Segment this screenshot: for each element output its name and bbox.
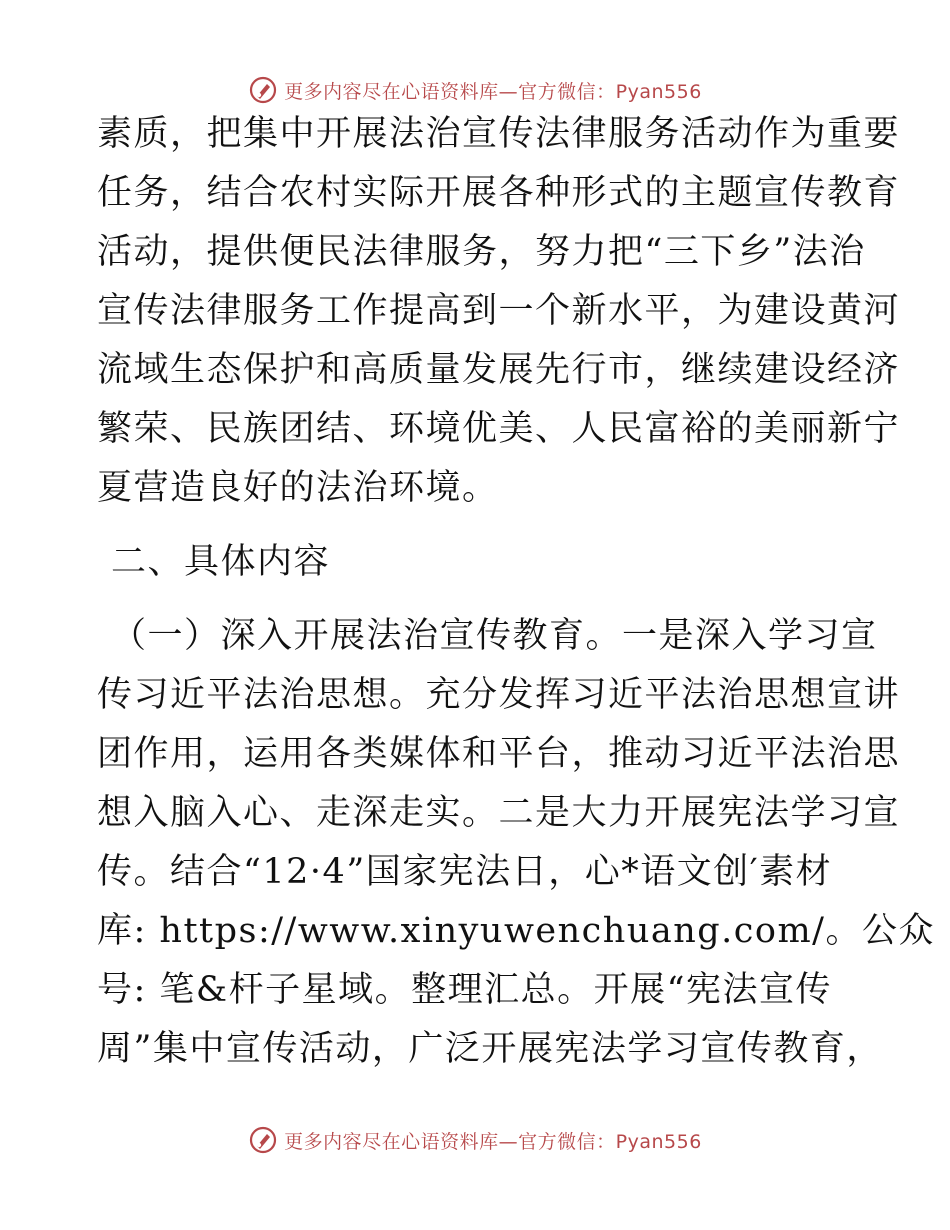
header-banner-text: 更多内容尽在心语资料库—官方微信：Pyan556 xyxy=(284,80,702,103)
footer-banner xyxy=(0,1120,950,1160)
text-line: 团作用，运用各类媒体和平台，推动习近平法治思 xyxy=(97,734,901,774)
text-line: 想入脑入心、走深走实。二是大力开展宪法学习宣 xyxy=(97,793,901,833)
pen-nib-logo-icon xyxy=(248,1125,278,1155)
text-line: 素质，把集中开展法治宣传法律服务活动作为重要 xyxy=(97,114,901,154)
text-line: 任务，结合农村实际开展各种形式的主题宣传教育 xyxy=(97,173,901,213)
pen-nib-logo-icon xyxy=(248,75,278,105)
text-line: （一）深入开展法治宣传教育。一是深入学习宣 xyxy=(111,616,878,656)
text-line: 周”集中宣传活动，广泛开展宪法学习宣传教育， xyxy=(97,1029,883,1069)
text-line: 号: 笔&杆子星域。整理汇总。开展“宪法宣传 xyxy=(97,970,832,1010)
section-heading: 二、具体内容 xyxy=(111,542,331,582)
text-line: 传习近平法治思想。充分发挥习近平法治思想宣讲 xyxy=(97,675,901,715)
text-line: 繁荣、民族团结、环境优美、人民富裕的美丽新宁 xyxy=(97,409,901,449)
paragraph-2 xyxy=(97,616,935,1091)
footer-banner-text: 更多内容尽在心语资料库—官方微信：Pyan556 xyxy=(284,1130,702,1153)
text-line: 活动，提供便民法律服务，努力把“三下乡”法治 xyxy=(97,232,866,272)
text-line: 传。结合“12·4”国家宪法日，心*语文创′素材 xyxy=(97,852,833,892)
paragraph-1 xyxy=(97,114,901,530)
text-line: 夏营造良好的法治环境。 xyxy=(97,468,499,508)
header-banner xyxy=(0,70,950,110)
document-body xyxy=(97,114,935,1091)
text-line: 流域生态保护和高质量发展先行市，继续建设经济 xyxy=(97,350,901,390)
text-line: 宣传法律服务工作提高到一个新水平，为建设黄河 xyxy=(97,291,901,331)
text-line: 库: https://www.xinyuwenchuang.com/。公众 xyxy=(97,911,935,951)
